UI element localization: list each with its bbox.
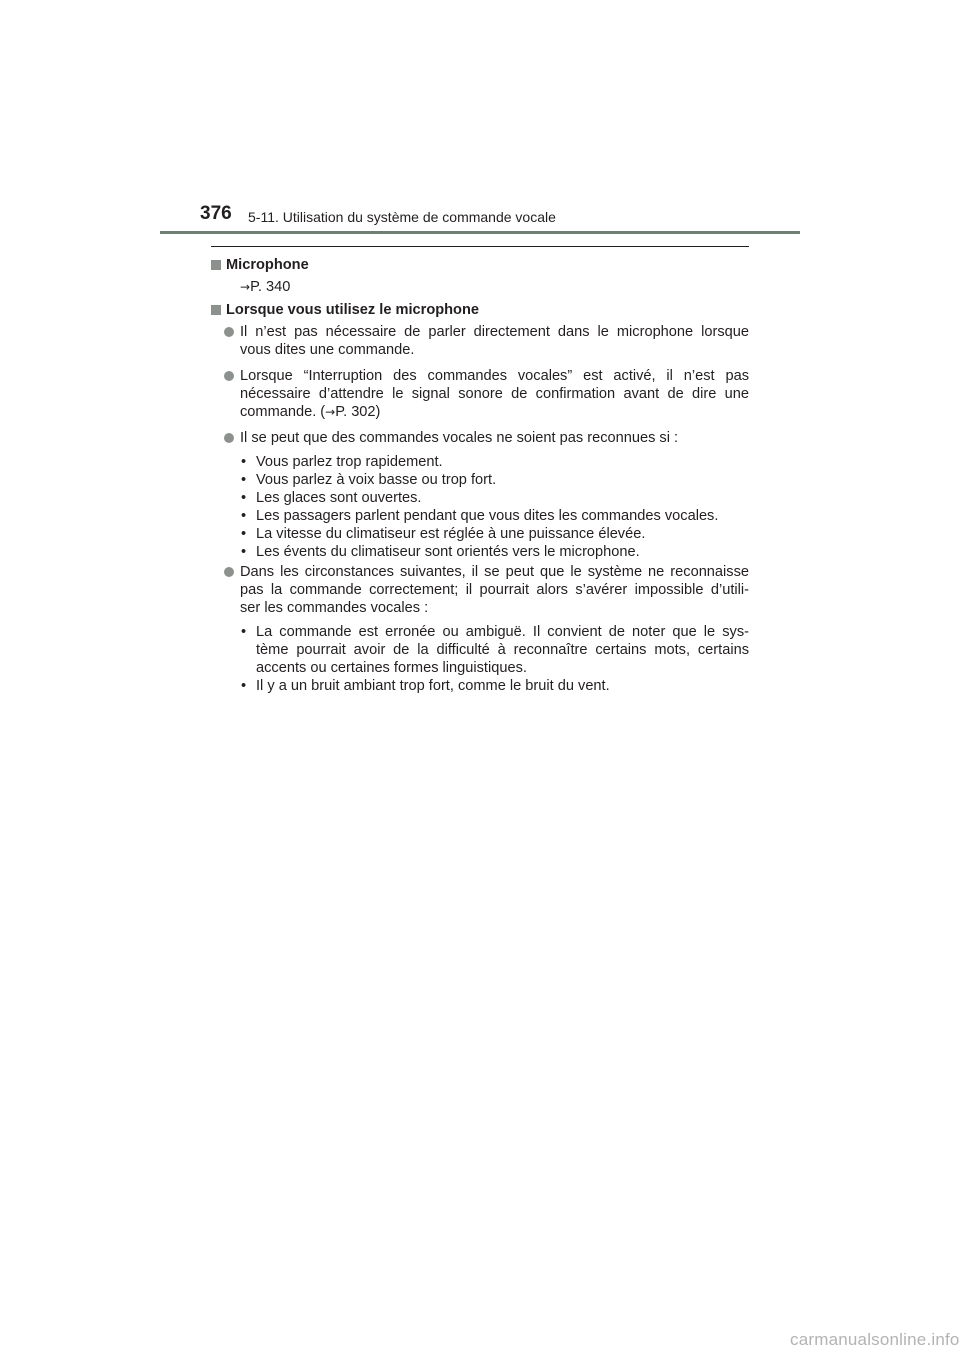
list-item [240,623,749,677]
list-item [240,453,749,471]
list-item-text: Les évents du climatiseur sont orientés vers le microphone. [256,544,640,560]
square-bullet-icon [211,260,221,270]
dot-marker: • [241,490,247,506]
dot-marker: • [241,678,247,694]
circle-bullet-icon [224,371,234,381]
list-item [240,507,749,525]
text-fragment: commande. ( [240,404,326,420]
list-item [240,677,749,695]
bullet-line: pas la commande correctement; il pourrait alors s’avérer impossible d’utili- [240,582,749,598]
dot-marker: • [241,472,247,488]
list-item-line: accents ou certaines formes linguistiques. [256,660,527,676]
circle-bullet-icon [224,327,234,337]
circle-bullet-icon [224,567,234,577]
watermark: carmanualsonline.info [790,1330,960,1349]
bullet-line: ser les commandes vocales : [240,600,429,616]
sub-list [240,453,749,561]
list-item-line: La commande est erronée ou ambiguë. Il convient de noter que le sys- [256,624,749,640]
list-item-text: La vitesse du climatiseur est réglée à une puissance élevée. [256,526,646,542]
bullet-line: nécessaire d’attendre le signal sonore de confirmation avant de dire une [240,386,749,402]
circle-bullet-icon [224,433,234,443]
arrow-right-icon: → [240,280,251,294]
bullet-line [240,403,749,421]
list-item-text: Les passagers parlent pendant que vous dites les commandes vocales. [256,508,719,524]
list-item [240,471,749,489]
bullet-item [211,367,749,421]
list-item-text: Il y a un bruit ambiant trop fort, comme le bruit du vent. [256,678,610,694]
page-reference-link[interactable]: P. 340 [250,279,291,295]
page-reference [240,278,749,296]
page-reference-link[interactable]: P. 302) [335,404,381,420]
list-item-line: tème pourrait avoir de la difficulté à reconnaître certains mots, certains [256,642,749,658]
dot-marker: • [241,526,247,542]
bullet-line: Il se peut que des commandes vocales ne soient pas reconnues si : [240,430,679,446]
list-item [240,489,749,507]
dot-marker: • [241,454,247,470]
list-item [240,525,749,543]
heading-usage-text: Lorsque vous utilisez le microphone [226,302,480,318]
header-divider [160,231,800,234]
dot-marker: • [241,624,247,640]
page-number: 376 [200,203,232,224]
list-item-text: Les glaces sont ouvertes. [256,490,422,506]
section-header-title: 5-11. Utilisation du système de commande vocale [248,209,556,225]
bullet-item [211,323,749,359]
dot-marker: • [241,544,247,560]
arrow-right-icon: → [325,405,336,419]
list-item [240,543,749,561]
bullet-line: Il n’est pas nécessaire de parler directement dans le microphone lorsque [240,324,749,340]
list-item-text: Vous parlez à voix basse ou trop fort. [256,472,497,488]
list-item-text: Vous parlez trop rapidement. [256,454,443,470]
page-content [211,256,749,695]
square-bullet-icon [211,305,221,315]
sub-list [240,623,749,695]
dot-marker: • [241,508,247,524]
heading-microphone-text: Microphone [226,257,309,273]
heading-microphone [211,256,749,274]
bullet-line: Lorsque “Interruption des commandes vocales” est activé, il n’est pas [240,368,749,384]
bullet-line: Dans les circonstances suivantes, il se peut que le système ne reconnaisse [240,564,749,580]
bullet-item [211,429,749,447]
content-divider [211,246,749,247]
bullet-line: vous dites une commande. [240,342,415,358]
heading-usage [211,301,749,319]
bullet-item [211,563,749,617]
